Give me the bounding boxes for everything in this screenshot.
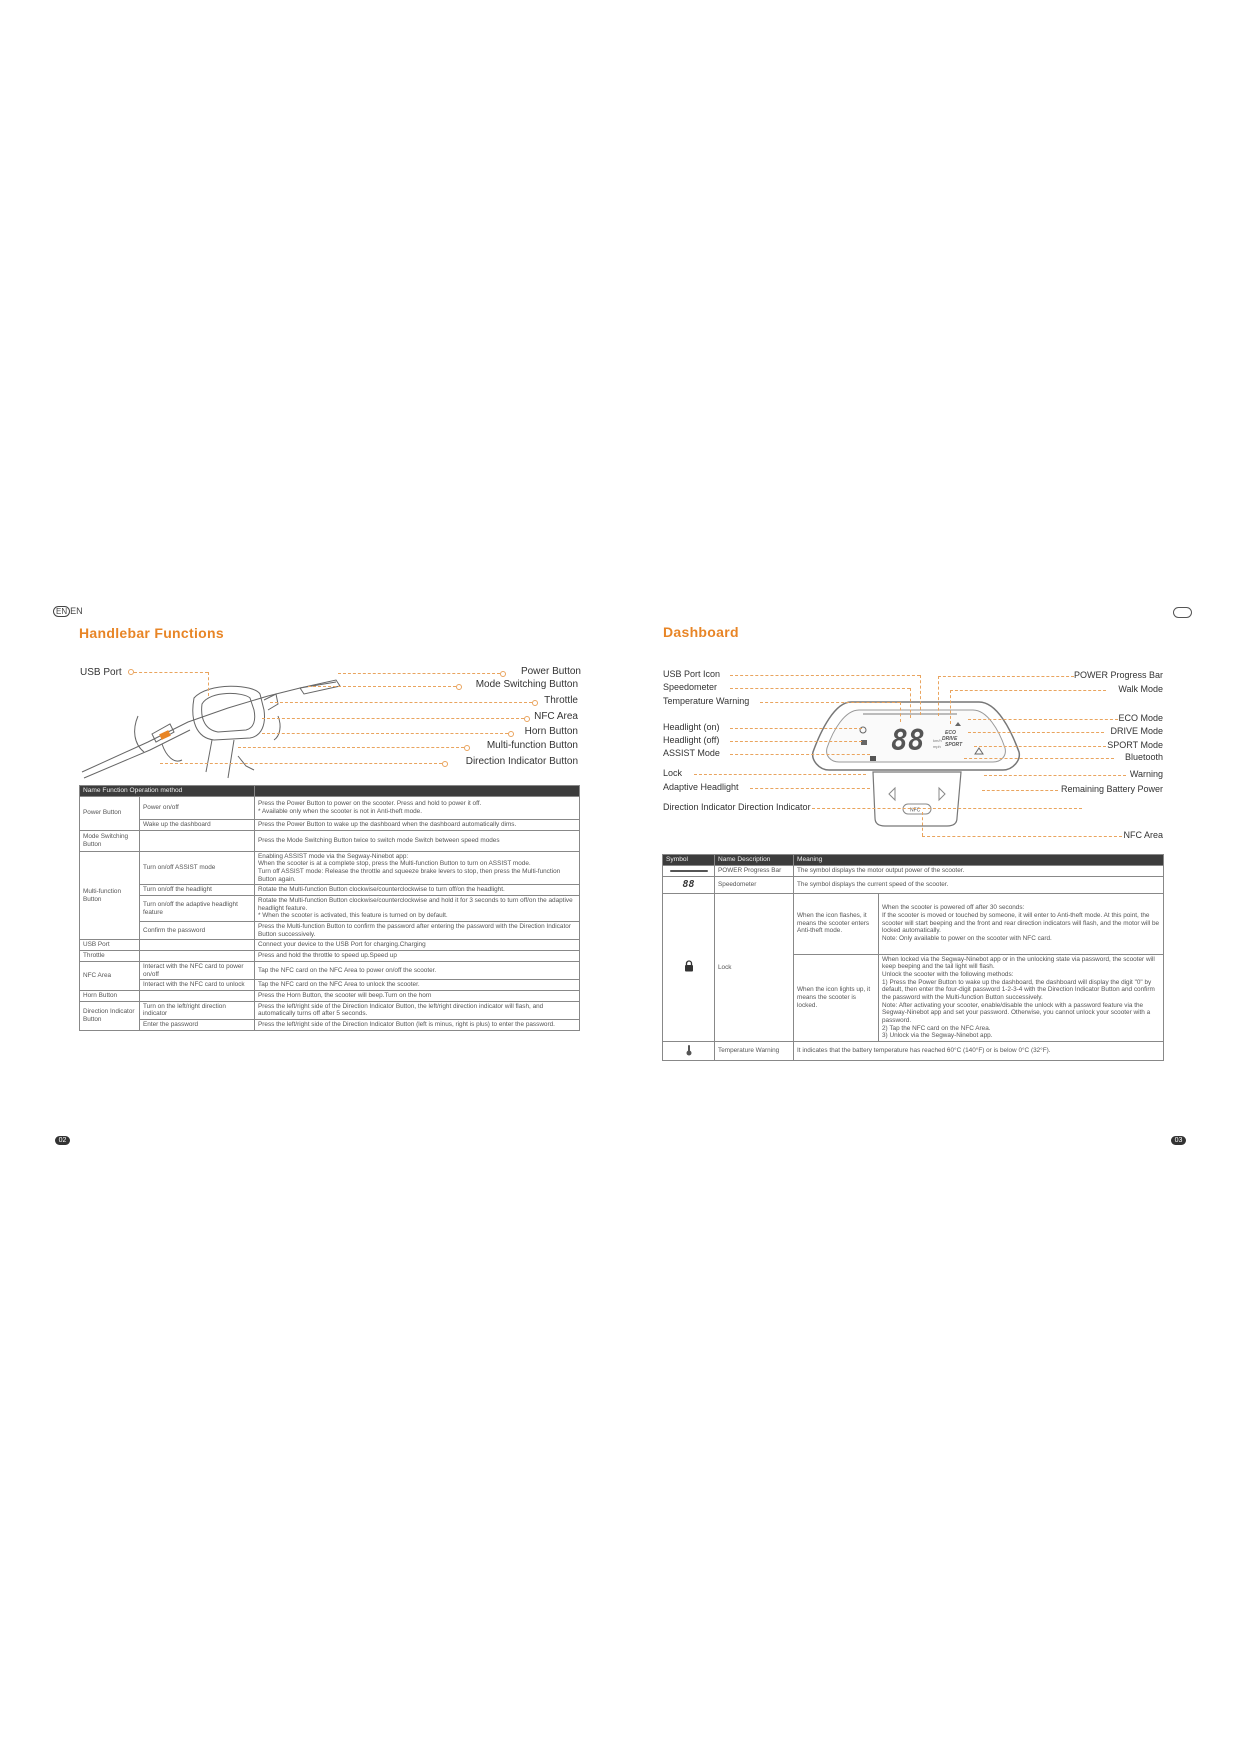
temperature-warning-label: Temperature Warning (663, 696, 750, 706)
language-indicator (53, 606, 83, 617)
table-cell-operation: Press the left/right side of the Direction Indicator Button, the left/right direction indicator will flash, and automatically turns off after 5 seconds. (255, 1001, 580, 1019)
table-cell-operation: Press the left/right side of the Direction Indicator Button (left is minus, right is plus) to enter the password. (255, 1019, 580, 1030)
table-cell-name: Multi-function Button (80, 851, 140, 940)
table-header-name: Name Description (715, 855, 794, 866)
table-cell-name: Temperature Warning (715, 1042, 794, 1061)
table-cell-operation: Tap the NFC card on the NFC Area to power on/off the scooter. (255, 961, 580, 979)
callout-line (900, 702, 901, 722)
callout-line (760, 702, 900, 703)
table-header-symbol: Symbol (663, 855, 715, 866)
table-cell-operation: Press the Mode Switching Button twice to switch mode Switch between speed modes (255, 830, 580, 851)
table-cell-symbol (663, 1042, 715, 1061)
callout-line (338, 673, 500, 674)
table-cell-name: Horn Button (80, 990, 140, 1001)
callout-line (938, 676, 1074, 677)
throttle-label: Throttle (544, 695, 578, 706)
usb-port-icon-label: USB Port Icon (663, 669, 721, 679)
callout-line (974, 746, 1106, 747)
callout-dot (524, 716, 530, 722)
bluetooth-label: Bluetooth (1124, 752, 1163, 762)
callout-line (968, 732, 1104, 733)
handlebar-table-header-blank (255, 786, 580, 797)
table-cell-when: When the icon lights up, it means the scooter is locked. (794, 954, 879, 1042)
oval-icon (1173, 607, 1192, 618)
table-header-meaning: Meaning (794, 855, 1164, 866)
page-number-left: 02 (55, 1136, 70, 1145)
table-cell-operation: Press the Power Button to power on the scooter. Press and hold to power it off. * Available only when the scooter is not in Anti-theft mode. (255, 796, 580, 819)
callout-line (964, 758, 1114, 759)
callout-line (922, 812, 923, 836)
handlebar-title: Handlebar Functions (79, 625, 224, 641)
power-button-label: Power Button (520, 666, 581, 677)
table-cell-operation: Tap the NFC card on the NFC Area to unlock the scooter. (255, 980, 580, 991)
callout-dot (500, 671, 506, 677)
callout-line (730, 675, 920, 676)
callout-line (938, 676, 939, 716)
table-cell-meaning: When the scooter is powered off after 30 seconds: If the scooter is moved or touched by someone, it will enter to Anti-theft mode. At this point, the scooter will start beeping and the front and rear direction indicators will flash, and the motor will be locked automatically. Note: Only available to power on the scooter with NFC card. (879, 893, 1164, 954)
table-cell-operation: Rotate the Multi-function Button clockwise/counterclockwise and hold it for 3 seconds to turn off/on the adaptive headlight feature. * When the scooter is activated, this feature is turned on by default. (255, 896, 580, 922)
nfc-mark: NFC (910, 807, 921, 814)
callout-line (968, 719, 1118, 720)
speedometer-symbol: 88 (663, 876, 715, 893)
table-cell-function: Interact with the NFC card to unlock (140, 980, 255, 991)
table-cell-name: Mode Switching Button (80, 830, 140, 851)
dashboard-title: Dashboard (663, 624, 739, 640)
callout-line (910, 688, 911, 718)
callout-line (308, 686, 456, 687)
table-cell-operation: Press the Multi-function Button to confirm the password after entering the password with the Direction Indicator Button successively. (255, 922, 580, 940)
table-cell-function: Turn on/off the headlight (140, 885, 255, 896)
mph-mark: mph (933, 744, 941, 749)
table-cell-operation: Rotate the Multi-function Button clockwise/counterclockwise to turn off/on the headlight. (255, 885, 580, 896)
table-cell-operation: Enabling ASSIST mode via the Segway-Ninebot app: When the scooter is at a complete stop, press the Multi-function Button to turn on ASSIST mode. Turn off ASSIST mode: Release the throttle and squeeze brake levers to stop, then press the Multi-function Button again. (255, 851, 580, 885)
lock-label: Lock (663, 768, 683, 778)
horn-button-label: Horn Button (524, 726, 578, 737)
direction-indicator-label: Direction Indicator Button (465, 756, 578, 767)
table-cell-name: Throttle (80, 951, 140, 962)
callout-dot (508, 731, 514, 737)
headlight-off-label: Headlight (off) (663, 735, 720, 745)
handlebar-table (79, 785, 580, 1031)
language-badge: EN (53, 606, 70, 617)
table-cell-name: Speedometer (715, 876, 794, 893)
callout-dot (532, 700, 538, 706)
callout-line (750, 788, 870, 789)
callout-line (208, 672, 209, 696)
speedometer-label: Speedometer (663, 682, 718, 692)
table-cell-symbol (663, 893, 715, 1042)
direction-indicator-label: Direction Indicator Direction Indicator (663, 802, 811, 812)
callout-line (922, 836, 1122, 837)
headlight-on-label: Headlight (on) (663, 722, 720, 732)
multi-function-label: Multi-function Button (486, 740, 578, 751)
table-cell-function: Turn on/off the adaptive headlight feature (140, 896, 255, 922)
mode-switching-label: Mode Switching Button (475, 679, 578, 690)
table-cell-name: NFC Area (80, 961, 140, 990)
language-label: EN (70, 606, 83, 616)
callout-line (920, 675, 921, 715)
page-number-right: 03 (1171, 1136, 1186, 1145)
table-cell-operation: Press and hold the throttle to speed up.Speed up (255, 951, 580, 962)
callout-line (950, 690, 951, 724)
callout-line (730, 688, 910, 689)
table-cell-function (140, 951, 255, 962)
callout-line (270, 702, 532, 703)
handlebar-illustration (78, 660, 348, 780)
warning-label: Warning (1129, 769, 1163, 779)
nfc-area-label: NFC Area (1123, 830, 1163, 840)
callout-dot (442, 761, 448, 767)
table-cell-name: Lock (715, 893, 794, 1042)
handlebar-table-header: Name Function Operation method (80, 786, 255, 797)
drive-mode-label: DRIVE Mode (1110, 726, 1163, 736)
table-cell-function (140, 940, 255, 951)
table-cell-function (140, 830, 255, 851)
table-cell-operation: Press the Power Button to wake up the dashboard when the dashboard automatically dims. (255, 819, 580, 830)
table-cell-function: Confirm the password (140, 922, 255, 940)
callout-line (730, 754, 870, 755)
table-cell-meaning: The symbol displays the current speed of the scooter. (794, 876, 1164, 893)
power-progress-bar-label: POWER Progress Bar (1073, 670, 1163, 680)
callout-line (730, 728, 862, 729)
table-cell-function: Enter the password (140, 1019, 255, 1030)
sport-mode-mark: SPORT (945, 742, 963, 748)
table-cell-function: Power on/off (140, 796, 255, 819)
remaining-battery-label: Remaining Battery Power (1060, 784, 1163, 794)
eco-mode-mark: ECO (945, 730, 956, 736)
sport-mode-label: SPORT Mode (1107, 740, 1163, 750)
table-cell-meaning: The symbol displays the motor output power of the scooter. (794, 865, 1164, 876)
callout-line (238, 747, 464, 748)
callout-line (984, 775, 1126, 776)
table-cell-symbol (663, 865, 715, 876)
table-cell-function: Turn on the left/right direction indicator (140, 1001, 255, 1019)
adaptive-headlight-label: Adaptive Headlight (663, 782, 739, 792)
callout-line (982, 790, 1058, 791)
table-cell-name: Direction Indicator Button (80, 1001, 140, 1030)
power-bar-icon (670, 870, 708, 872)
table-cell-name: Power Button (80, 796, 140, 830)
table-cell-function: Interact with the NFC card to power on/off (140, 961, 255, 979)
walk-mode-label: Walk Mode (1118, 684, 1163, 694)
callout-line (950, 690, 1106, 691)
table-cell-meaning: It indicates that the battery temperature has reached 60°C (140°F) or is below 0°C (32°F). (794, 1042, 1164, 1061)
table-cell-operation: Connect your device to the USB Port for charging.Charging (255, 940, 580, 951)
callout-line (262, 718, 524, 719)
table-cell-when: When the icon flashes, it means the scooter enters Anti-theft mode. (794, 893, 879, 954)
nfc-area-label: NFC Area (534, 711, 578, 722)
callout-line (262, 733, 508, 734)
table-cell-function (140, 990, 255, 1001)
table-cell-name: USB Port (80, 940, 140, 951)
table-cell-name: POWER Progress Bar (715, 865, 794, 876)
table-cell-function: Turn on/off ASSIST mode (140, 851, 255, 885)
callout-dot (456, 684, 462, 690)
dashboard-table (662, 854, 1164, 1061)
lock-icon (684, 960, 694, 972)
table-cell-meaning: When locked via the Segway-Ninebot app or in the unlocking state via password, the scooter will keep beeping and the tail light will flash. Unlock the scooter with the following methods: 1) Press the Power Button to wake up the dashboard, the dashboard will display the digit "0" by default, then enter the four-digit password 1-2-3-4 with the Direction Indicator Button and confirm the password with the Multi-function Button successively. Note: After activating your scooter, enable/disable the unlock with a password feature via the Segway-Ninebot app and set your password. Otherwise, you cannot unlock your scooter with a password. 2) Tap the NFC card on the NFC Area. 3) Unlock via the Segway-Ninebot app. (879, 954, 1164, 1042)
callout-line (160, 763, 442, 764)
thermometer-icon (686, 1044, 692, 1056)
callout-line (694, 774, 866, 775)
drive-mode-mark: DRIVE (942, 736, 958, 742)
callout-line (730, 741, 862, 742)
callout-line (812, 808, 1082, 809)
table-cell-function: Wake up the dashboard (140, 819, 255, 830)
usb-port-label: USB Port (80, 667, 122, 678)
assist-mode-label: ASSIST Mode (663, 748, 720, 758)
callout-dot (464, 745, 470, 751)
eco-mode-label: ECO Mode (1118, 713, 1163, 723)
table-cell-operation: Press the Horn Button, the scooter will beep.Turn on the horn (255, 990, 580, 1001)
callout-line (134, 672, 208, 673)
kmh-mark: km/h (933, 738, 942, 743)
dashboard-digits: 88 (891, 724, 925, 757)
